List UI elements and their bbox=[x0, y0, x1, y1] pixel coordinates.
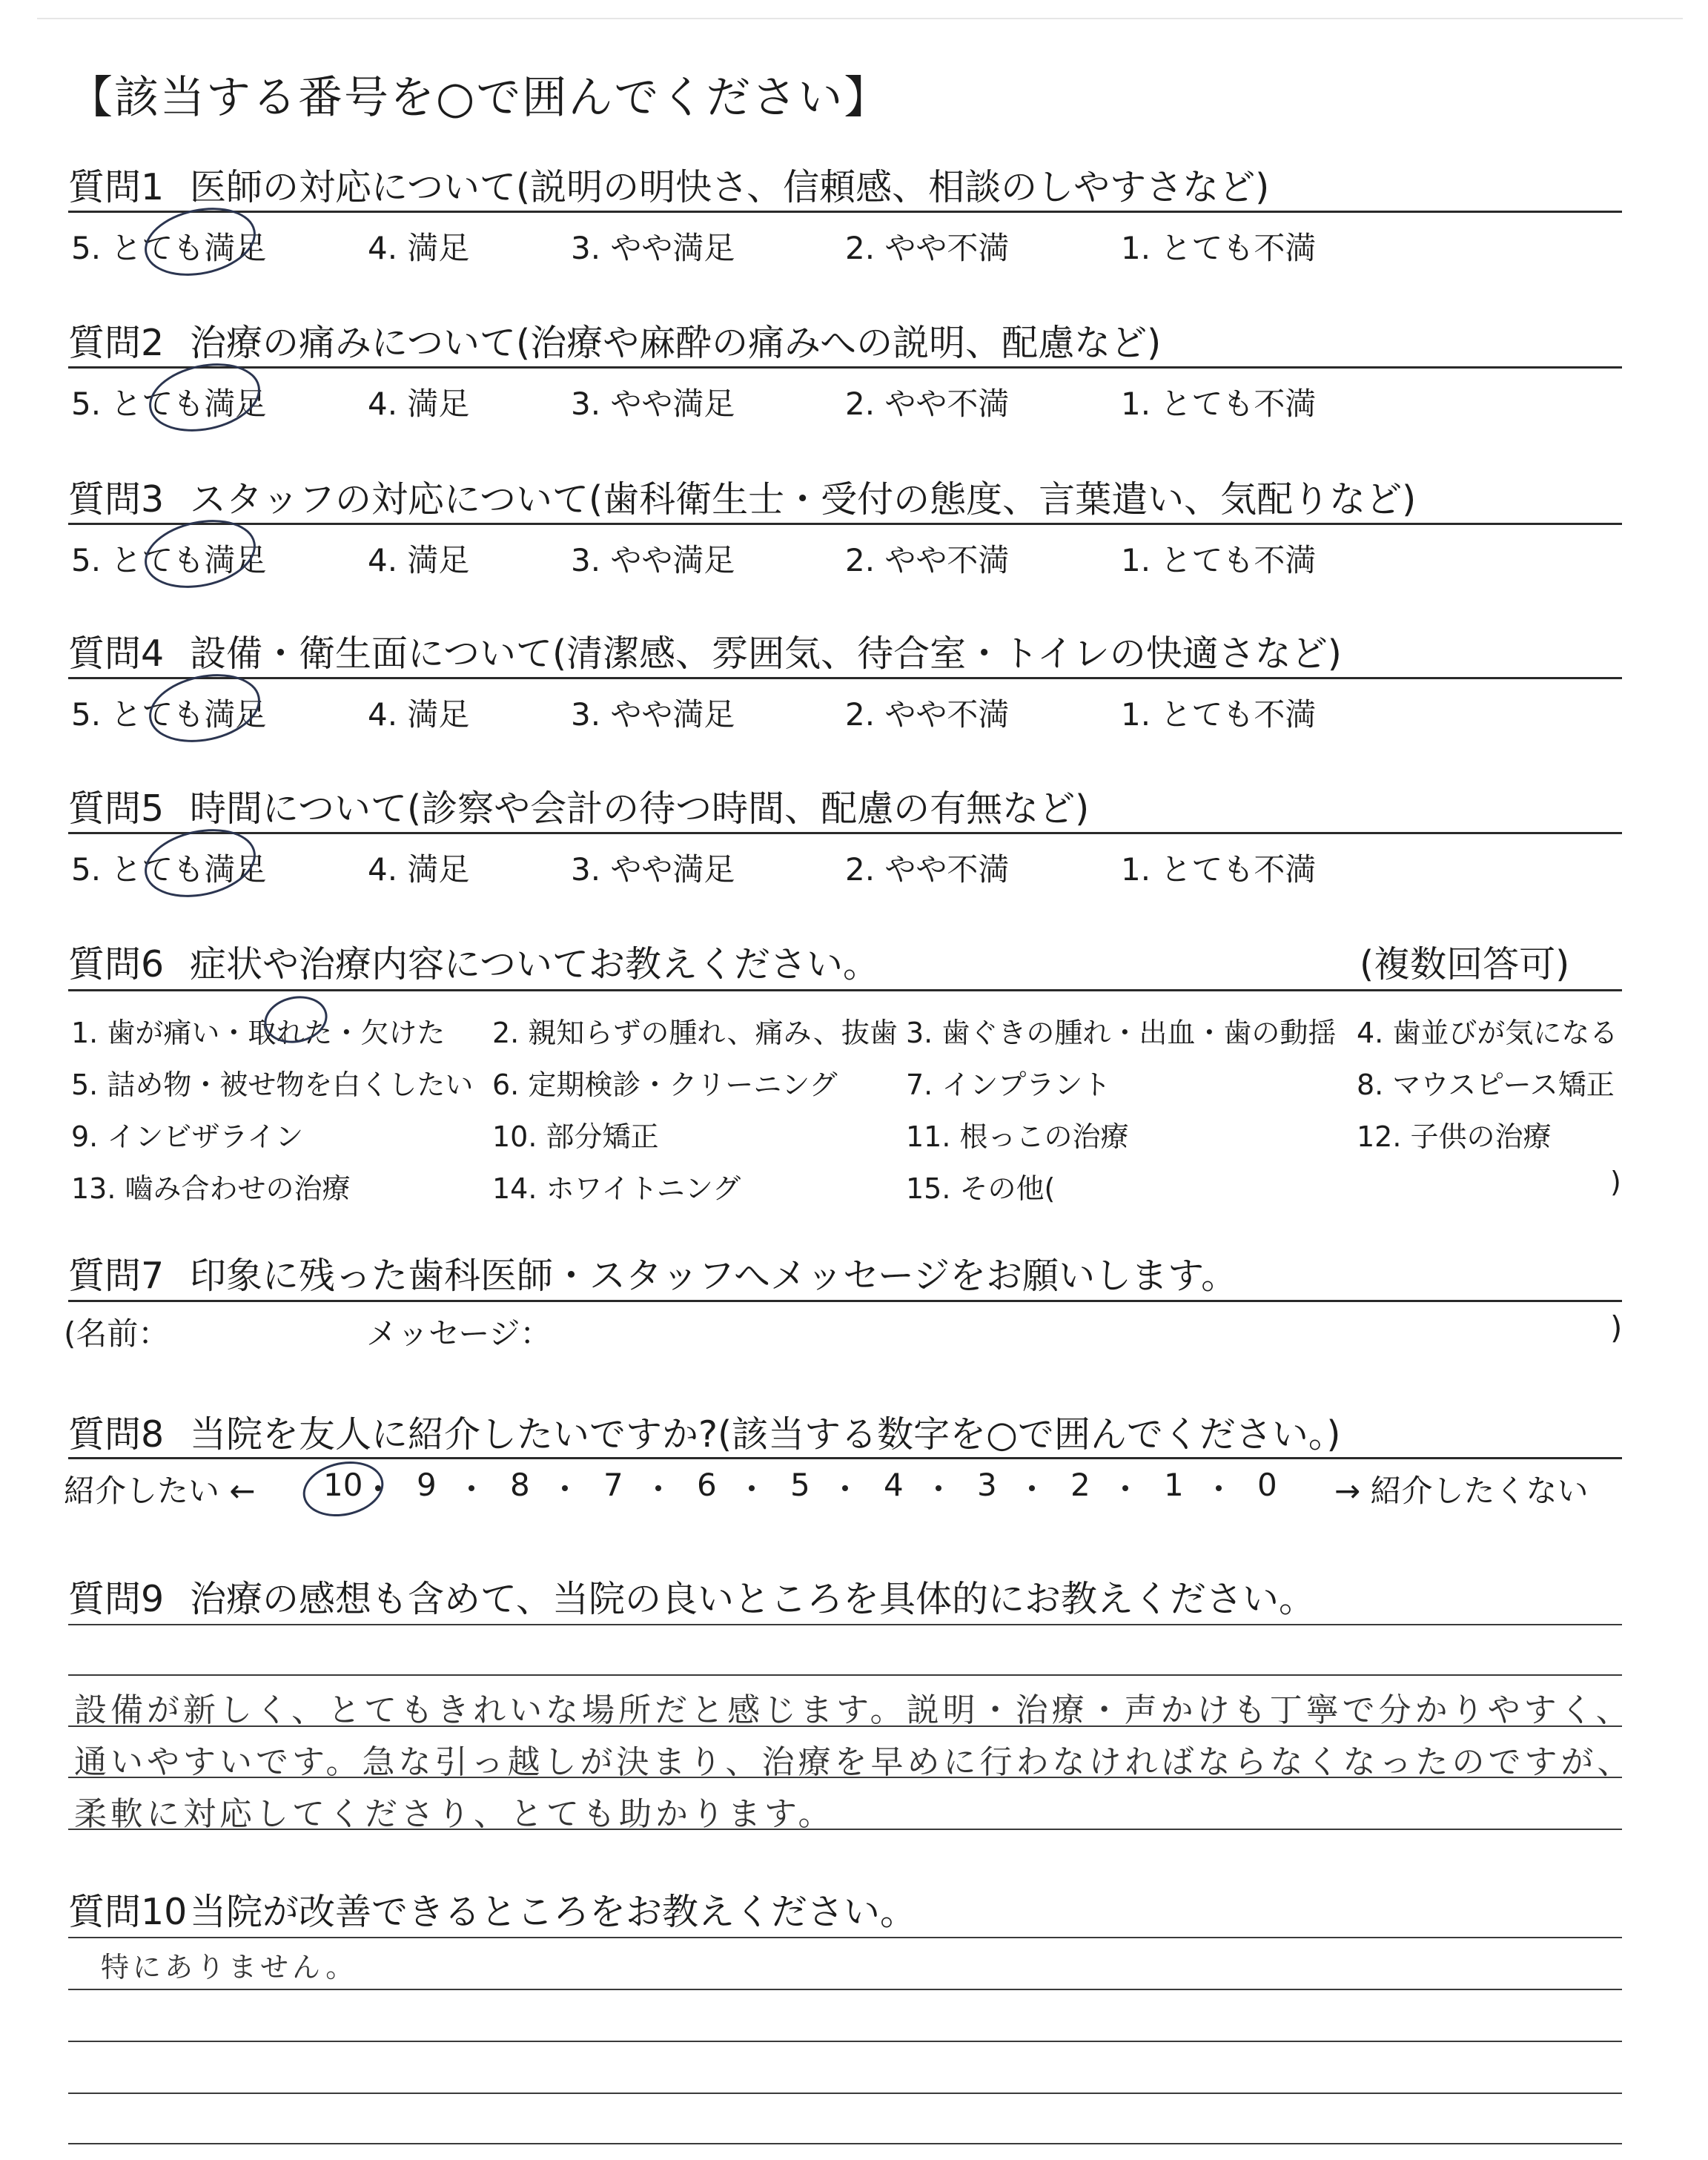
treatment-option: 9. インビザライン bbox=[71, 1120, 304, 1153]
scale-number: 9 bbox=[417, 1467, 437, 1503]
scale-separator-dot bbox=[1122, 1485, 1128, 1491]
treatment-option: 6. 定期検診・クリーニング bbox=[492, 1069, 838, 1101]
scale-number: 3 bbox=[977, 1467, 997, 1503]
question-8 bbox=[68, 1406, 1341, 1458]
scale-separator-dot bbox=[749, 1485, 755, 1491]
answer-line bbox=[68, 2093, 1622, 2094]
question-text: 治療の痛みについて(治療や麻酔の痛みへの説明、配慮など) bbox=[190, 322, 1162, 364]
answer-line bbox=[68, 1674, 1622, 1676]
question-7 bbox=[68, 1247, 1237, 1299]
rating-option: 4. 満足 bbox=[368, 696, 470, 733]
question-rule bbox=[68, 523, 1622, 525]
question-5 bbox=[68, 780, 1089, 832]
question-number: 質問8 bbox=[68, 1413, 165, 1456]
question-1 bbox=[68, 159, 1269, 211]
rating-option: 4. 満足 bbox=[368, 386, 470, 422]
rating-option: 3. やや満足 bbox=[571, 230, 735, 266]
scale-number: 6 bbox=[697, 1467, 717, 1503]
question-number: 質問10 bbox=[68, 1891, 188, 1933]
rating-option: 3. やや満足 bbox=[571, 542, 735, 578]
scale-number: 5 bbox=[790, 1467, 810, 1503]
scale-separator-dot bbox=[842, 1485, 848, 1491]
scale-number: 0 bbox=[1257, 1467, 1277, 1503]
treatment-option: 3. 歯ぐきの腫れ・出血・歯の動揺 bbox=[906, 1017, 1337, 1049]
question-4 bbox=[68, 625, 1342, 677]
question-text: 症状や治療内容についてお教えください。 bbox=[190, 943, 880, 985]
treatment-option: 10. 部分矯正 bbox=[492, 1120, 659, 1153]
question-number: 質問5 bbox=[68, 787, 165, 830]
treatment-option: ) bbox=[1610, 1166, 1621, 1198]
rating-option: 4. 満足 bbox=[368, 230, 470, 266]
rating-option: 3. やや満足 bbox=[571, 696, 735, 733]
question-3 bbox=[68, 471, 1416, 523]
rating-option: 2. やや不満 bbox=[845, 851, 1010, 888]
question-number: 質問3 bbox=[68, 478, 165, 521]
multiple-answer-note: (複数回答可) bbox=[1360, 943, 1570, 985]
rating-option: 5. とても満足 bbox=[71, 542, 267, 578]
rating-option: 1. とても不満 bbox=[1121, 851, 1317, 888]
scale-number: 8 bbox=[510, 1467, 530, 1503]
instruction-header: 【該当する番号を○で囲んでください】 bbox=[68, 72, 890, 124]
treatment-option: 11. 根っこの治療 bbox=[906, 1120, 1129, 1153]
scale-number: 7 bbox=[603, 1467, 623, 1503]
question-number: 質問1 bbox=[68, 166, 165, 208]
scale-separator-dot bbox=[469, 1485, 474, 1491]
answer-line bbox=[68, 1624, 1622, 1625]
scale-separator-dot bbox=[655, 1485, 661, 1491]
handwritten-answer: 特にありません。 bbox=[101, 1951, 358, 1984]
question-number: 質問2 bbox=[68, 322, 165, 364]
not-recommend-label: → 紹介したくない bbox=[1334, 1473, 1589, 1509]
handwritten-answer-line: 柔軟に対応してくださり、とても助かります。 bbox=[74, 1795, 835, 1833]
question-text: 当院が改善できるところをお教えください。 bbox=[190, 1891, 917, 1933]
question-9 bbox=[68, 1571, 1315, 1622]
treatment-option: 12. 子供の治療 bbox=[1357, 1120, 1552, 1153]
rating-option: 4. 満足 bbox=[368, 542, 470, 578]
treatment-option: 5. 詰め物・被せ物を白くしたい bbox=[71, 1069, 474, 1101]
question-text: 医師の対応について(説明の明快さ、信頼感、相談のしやすさなど) bbox=[190, 166, 1270, 208]
name-label: (名前： bbox=[64, 1315, 170, 1352]
question-rule bbox=[68, 989, 1622, 991]
rating-option: 3. やや満足 bbox=[571, 851, 735, 888]
scale-number: 2 bbox=[1070, 1467, 1090, 1503]
handwritten-answer-line: 通いやすいです。急な引っ越しが決まり、治療を早めに行わなければならなくなったのですが、 bbox=[74, 1743, 1634, 1781]
treatment-option: 15. その他( bbox=[906, 1172, 1056, 1205]
rating-option: 1. とても不満 bbox=[1121, 542, 1317, 578]
question-number: 質問6 bbox=[68, 943, 165, 985]
closing-paren: ) bbox=[1610, 1309, 1623, 1346]
rating-option: 1. とても不満 bbox=[1121, 696, 1317, 733]
question-rule bbox=[68, 1300, 1622, 1302]
question-text: 設備・衛生面について(清潔感、雰囲気、待合室・トイレの快適さなど) bbox=[190, 633, 1342, 675]
rating-option: 5. とても満足 bbox=[71, 386, 267, 422]
scale-number: 4 bbox=[884, 1467, 904, 1503]
handwritten-answer-line: 設備が新しく、とてもきれいな場所だと感じます。説明・治療・声かけも丁寧で分かりやすく、 bbox=[74, 1691, 1632, 1729]
rating-option: 2. やや不満 bbox=[845, 386, 1010, 422]
scale-separator-dot bbox=[936, 1485, 941, 1491]
question-number: 質問9 bbox=[68, 1578, 165, 1620]
answer-line bbox=[68, 1989, 1622, 1990]
rating-option: 5. とても満足 bbox=[71, 230, 267, 266]
treatment-option: 13. 嚙み合わせの治療 bbox=[71, 1172, 351, 1205]
treatment-option: 4. 歯並びが気になる bbox=[1357, 1017, 1618, 1049]
rating-option: 5. とても満足 bbox=[71, 851, 267, 888]
treatment-option: 1. 歯が痛い・取れた・欠けた bbox=[71, 1017, 446, 1049]
scale-number: 1 bbox=[1164, 1467, 1184, 1503]
question-rule bbox=[68, 211, 1622, 213]
question-2 bbox=[68, 314, 1161, 366]
question-text: スタッフの対応について(歯科衛生士・受付の態度、言葉遣い、気配りなど) bbox=[190, 478, 1417, 521]
question-text: 治療の感想も含めて、当院の良いところを具体的にお教えください。 bbox=[190, 1578, 1316, 1620]
rating-option: 4. 満足 bbox=[368, 851, 470, 888]
rating-option: 2. やや不満 bbox=[845, 696, 1010, 733]
question-text: 当院を友人に紹介したいですか?(該当する数字を○で囲んでください。) bbox=[190, 1413, 1341, 1456]
question-text: 時間について(診察や会計の待つ時間、配慮の有無など) bbox=[190, 787, 1090, 830]
message-label: メッセージ： bbox=[366, 1315, 552, 1352]
scale-separator-dot bbox=[562, 1485, 568, 1491]
treatment-option: 14. ホワイトニング bbox=[492, 1172, 741, 1205]
rating-option: 3. やや満足 bbox=[571, 386, 735, 422]
question-rule bbox=[68, 366, 1622, 369]
rating-option: 1. とても不満 bbox=[1121, 386, 1317, 422]
question-10 bbox=[68, 1883, 916, 1935]
answer-line bbox=[68, 2143, 1622, 2144]
scale-separator-dot bbox=[1216, 1485, 1222, 1491]
rating-option: 2. やや不満 bbox=[845, 542, 1010, 578]
treatment-option: 2. 親知らずの腫れ、痛み、抜歯 bbox=[492, 1017, 898, 1049]
recommend-label: 紹介したい ← bbox=[64, 1473, 256, 1509]
scale-separator-dot bbox=[1029, 1485, 1035, 1491]
question-6 bbox=[68, 936, 879, 988]
question-rule bbox=[68, 677, 1622, 679]
answer-line bbox=[68, 1937, 1622, 1938]
rating-option: 1. とても不満 bbox=[1121, 230, 1317, 266]
scan-edge bbox=[37, 18, 1683, 19]
hand-circle-mark bbox=[298, 1454, 389, 1523]
question-rule bbox=[68, 832, 1622, 834]
question-text: 印象に残った歯科医師・スタッフへメッセージをお願いします。 bbox=[190, 1255, 1238, 1297]
scale-number: 10 bbox=[323, 1467, 363, 1503]
question-number: 質問7 bbox=[68, 1255, 165, 1297]
rating-option: 5. とても満足 bbox=[71, 696, 267, 733]
treatment-option: 7. インプラント bbox=[906, 1069, 1111, 1101]
question-number: 質問4 bbox=[68, 633, 165, 675]
treatment-option: 8. マウスピース矯正 bbox=[1357, 1069, 1615, 1101]
question-rule bbox=[68, 1457, 1622, 1459]
rating-option: 2. やや不満 bbox=[845, 230, 1010, 266]
answer-line bbox=[68, 2041, 1622, 2042]
